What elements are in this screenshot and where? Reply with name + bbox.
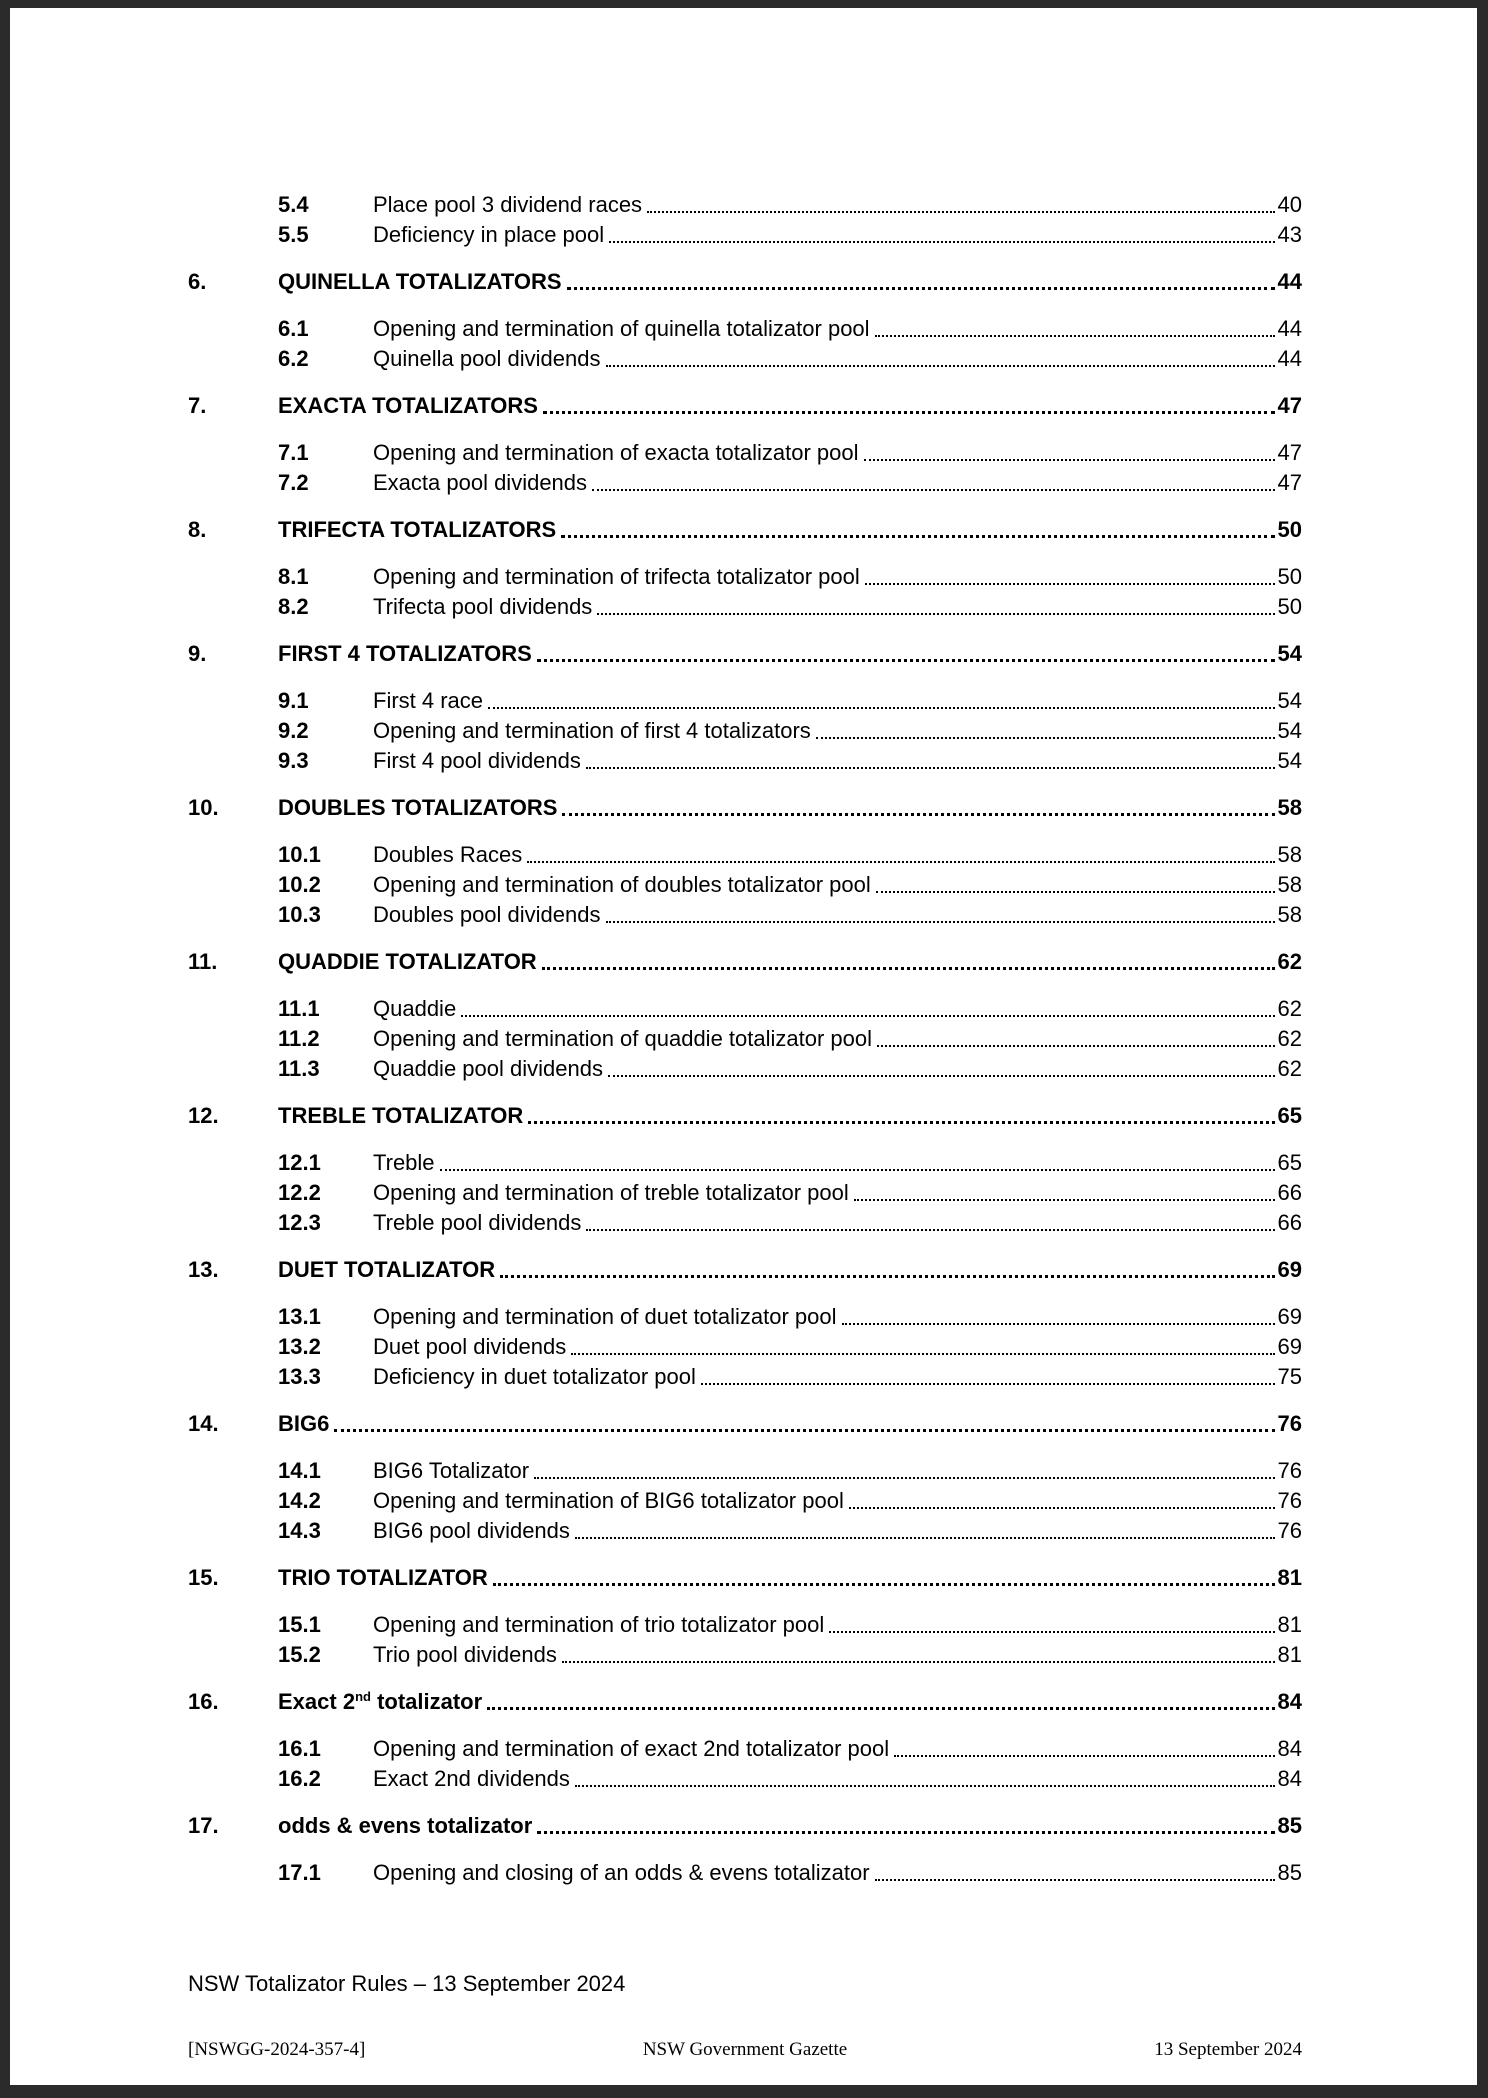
toc-leader-dots: [537, 639, 1275, 662]
toc-leader-dots: [528, 1101, 1274, 1124]
toc-section-entry: [188, 1255, 1302, 1285]
toc-sub-entry: [188, 438, 1302, 468]
toc-section-entry: [188, 391, 1302, 421]
toc-entry-label: Opening and termination of treble totalizator pool: [373, 1180, 849, 1205]
toc-entry-page: 81: [1277, 1612, 1302, 1637]
gazette-footer: [188, 2037, 1302, 2063]
toc-sub-entry: [188, 344, 1302, 374]
toc-entry-label-superscript: nd: [355, 1689, 371, 1704]
toc-entry-label: Opening and termination of first 4 totalizators: [373, 718, 811, 743]
toc-entry-number: 6.2: [278, 346, 309, 371]
toc-entry-label: First 4 race: [373, 688, 484, 713]
toc-sub-entry: [188, 468, 1302, 498]
toc-entry-page: 47: [1277, 393, 1302, 418]
toc-sub-entry: [188, 1486, 1302, 1516]
toc-entry-number: 9.2: [278, 718, 309, 743]
toc-leader-dots: [571, 1332, 1274, 1355]
toc-entry-number: 9.: [188, 641, 207, 666]
toc-entry-label: TRIFECTA TOTALIZATORS: [278, 517, 557, 542]
toc-sub-entry: [188, 562, 1302, 592]
toc-sub-entry: [188, 1858, 1302, 1888]
toc-entry-number: 10.1: [278, 842, 321, 867]
toc-entry-label: BIG6 Totalizator: [373, 1458, 530, 1483]
toc-entry-number: 5.4: [278, 192, 309, 217]
toc-sub-entry: [188, 1054, 1302, 1084]
toc-entry-number: 10.3: [278, 902, 321, 927]
toc-entry-label: Opening and termination of trifecta totalizator pool: [373, 564, 860, 589]
toc-entry-page: 85: [1277, 1813, 1302, 1838]
toc-leader-dots: [461, 994, 1274, 1017]
toc-leader-dots: [592, 468, 1274, 491]
toc-entry-number: 14.3: [278, 1518, 321, 1543]
toc-entry-label: BIG6: [278, 1411, 330, 1436]
toc-leader-dots: [647, 190, 1274, 213]
gazette-date: 13 September 2024: [1154, 2039, 1302, 2060]
toc-section-entry: [188, 793, 1302, 823]
toc-section-entry: [188, 947, 1302, 977]
toc-entry-label: Opening and termination of quaddie totalizator pool: [373, 1026, 873, 1051]
toc-entry-number: 12.: [188, 1103, 219, 1128]
toc-entry-number: 11.1: [278, 996, 320, 1021]
toc-leader-dots: [527, 840, 1274, 863]
toc-leader-dots: [575, 1764, 1275, 1787]
toc-entry-page: 58: [1277, 872, 1302, 897]
toc-leader-dots: [865, 562, 1275, 585]
toc-entry-page: 50: [1277, 564, 1302, 589]
toc-leader-dots: [440, 1148, 1275, 1171]
toc-entry-label: Deficiency in duet totalizator pool: [373, 1364, 696, 1389]
gazette-reference: [NSWGG-2024-357-4]: [188, 2039, 366, 2060]
toc-entry-number: 11.3: [278, 1056, 320, 1081]
toc-entry-page: 58: [1277, 902, 1302, 927]
toc-section-entry: [188, 1563, 1302, 1593]
toc-entry-label: [278, 1687, 482, 1717]
toc-entry-number: 12.2: [278, 1180, 321, 1205]
toc-leader-dots: [493, 1563, 1275, 1586]
toc-entry-label: Duet pool dividends: [373, 1334, 567, 1359]
toc-section-entry: [188, 267, 1302, 297]
toc-entry-label: Quinella pool dividends: [373, 346, 601, 371]
toc-entry-number: 15.2: [278, 1642, 321, 1667]
toc-entry-label: QUADDIE TOTALIZATOR: [278, 949, 537, 974]
toc-leader-dots: [701, 1362, 1275, 1385]
toc-sub-entry: [188, 1362, 1302, 1392]
toc-entry-number: 16.1: [278, 1736, 321, 1761]
toc-entry-number: 13.1: [278, 1304, 321, 1329]
toc-entry-page: 62: [1277, 949, 1302, 974]
toc-leader-dots: [562, 1640, 1275, 1663]
toc-entry-page: 76: [1277, 1488, 1302, 1513]
toc-entry-page: 76: [1277, 1518, 1302, 1543]
toc-sub-entry: [188, 1302, 1302, 1332]
toc-leader-dots: [606, 900, 1275, 923]
toc-entry-label: DOUBLES TOTALIZATORS: [278, 795, 558, 820]
toc-entry-page: 43: [1277, 222, 1302, 247]
toc-entry-number: 5.5: [278, 222, 309, 247]
toc-leader-dots: [877, 1024, 1275, 1047]
toc-leader-dots: [875, 314, 1275, 337]
toc-entry-number: 7.1: [278, 440, 309, 465]
toc-leader-dots: [829, 1610, 1274, 1633]
toc-entry-label: EXACTA TOTALIZATORS: [278, 393, 538, 418]
toc-sub-entry: [188, 686, 1302, 716]
toc-leader-dots: [562, 793, 1274, 816]
toc-entry-page: 76: [1277, 1458, 1302, 1483]
toc-leader-dots: [500, 1255, 1274, 1278]
toc-sub-entry: [188, 1178, 1302, 1208]
toc-entry-page: 84: [1277, 1736, 1302, 1761]
toc-sub-entry: [188, 994, 1302, 1024]
toc-sub-entry: [188, 1456, 1302, 1486]
toc-section-entry: [188, 639, 1302, 669]
toc-entry-number: 8.: [188, 517, 207, 542]
toc-leader-dots: [534, 1456, 1274, 1479]
toc-entry-label-main: Exact 2: [278, 1689, 356, 1714]
toc-entry-label: Opening and termination of duet totalizator pool: [373, 1304, 837, 1329]
toc-entry-label: Trio pool dividends: [373, 1642, 557, 1667]
toc-entry-page: 54: [1277, 718, 1302, 743]
toc-entry-page: 85: [1277, 1860, 1302, 1885]
toc-entry-page: 62: [1277, 1026, 1302, 1051]
toc-entry-number: 17.: [188, 1813, 219, 1838]
toc-leader-dots: [876, 870, 1275, 893]
toc-entry-page: 47: [1277, 440, 1302, 465]
toc-entry-page: 54: [1277, 688, 1302, 713]
toc-sub-entry: [188, 870, 1302, 900]
toc-entry-number: 14.1: [278, 1458, 321, 1483]
toc-entry-label: Opening and termination of BIG6 totalizator pool: [373, 1488, 844, 1513]
toc-leader-dots: [586, 746, 1275, 769]
toc-sub-entry: [188, 1208, 1302, 1238]
toc-entry-label-tail: totalizator: [370, 1689, 483, 1714]
toc-leader-dots: [875, 1858, 1275, 1881]
toc-entry-page: 65: [1277, 1103, 1302, 1128]
toc-entry-page: 62: [1277, 1056, 1302, 1081]
toc-entry-number: 9.1: [278, 688, 309, 713]
toc-leader-dots: [575, 1516, 1275, 1539]
toc-entry-number: 12.3: [278, 1210, 321, 1235]
toc-leader-dots: [816, 716, 1275, 739]
toc-entry-number: 13.: [188, 1257, 219, 1282]
toc-section-entry: [188, 515, 1302, 545]
toc-entry-number: 13.3: [278, 1364, 321, 1389]
toc-leader-dots: [894, 1734, 1274, 1757]
toc-section-entry: [188, 1101, 1302, 1131]
toc-sub-entry: [188, 1610, 1302, 1640]
toc-entry-page: 75: [1277, 1364, 1302, 1389]
toc-entry-page: 44: [1277, 269, 1302, 294]
toc-entry-number: 11.2: [278, 1026, 320, 1051]
toc-entry-page: 62: [1277, 996, 1302, 1021]
toc-sub-entry: [188, 1332, 1302, 1362]
toc-entry-label: Opening and termination of doubles totalizator pool: [373, 872, 871, 897]
toc-entry-page: 50: [1277, 594, 1302, 619]
toc-leader-dots: [864, 438, 1275, 461]
toc-entry-page: 66: [1277, 1180, 1302, 1205]
toc-entry-page: 76: [1277, 1411, 1302, 1436]
toc-entry-page: 54: [1277, 641, 1302, 666]
toc-sub-entry: [188, 190, 1302, 220]
toc-section-entry: [188, 1811, 1302, 1841]
toc-entry-label: Treble: [373, 1150, 435, 1175]
toc-entry-number: 14.: [188, 1411, 219, 1436]
toc-entry-label: FIRST 4 TOTALIZATORS: [278, 641, 532, 666]
toc-entry-label: Opening and termination of trio totalizator pool: [373, 1612, 825, 1637]
toc-entry-page: 69: [1277, 1334, 1302, 1359]
toc-sub-entry: [188, 1148, 1302, 1178]
toc-entry-page: 40: [1277, 192, 1302, 217]
document-page: [10, 8, 1477, 2085]
toc-entry-label: Quaddie: [373, 996, 457, 1021]
toc-leader-dots: [334, 1409, 1274, 1432]
toc-sub-entry: [188, 1516, 1302, 1546]
toc-entry-page: 84: [1277, 1766, 1302, 1791]
page-footer-title: NSW Totalizator Rules – 13 September 2024: [188, 1971, 626, 1996]
toc-entry-number: 14.2: [278, 1488, 321, 1513]
toc-entry-number: 12.1: [278, 1150, 321, 1175]
toc-entry-label: Place pool 3 dividend races: [373, 192, 643, 217]
toc-sub-entry: [188, 746, 1302, 776]
toc-entry-number: 7.2: [278, 470, 309, 495]
toc-entry-label: Doubles Races: [373, 842, 523, 867]
toc-sub-entry: [188, 1024, 1302, 1054]
toc-leader-dots: [567, 267, 1275, 290]
toc-entry-label: Treble pool dividends: [373, 1210, 582, 1235]
toc-entry-page: 81: [1277, 1642, 1302, 1667]
toc-entry-page: 44: [1277, 346, 1302, 371]
toc-leader-dots: [586, 1208, 1274, 1231]
toc-section-entry: [188, 1409, 1302, 1439]
toc-leader-dots: [854, 1178, 1275, 1201]
toc-entry-number: 16.: [188, 1689, 219, 1714]
toc-entry-label: Exact 2nd dividends: [373, 1766, 570, 1791]
toc-leader-dots: [561, 515, 1274, 538]
toc-entry-number: 6.1: [278, 316, 309, 341]
toc-entry-label: Opening and termination of exact 2nd totalizator pool: [373, 1736, 890, 1761]
toc-entry-page: 69: [1277, 1257, 1302, 1282]
toc-leader-dots: [487, 1687, 1274, 1710]
toc-entry-page: 69: [1277, 1304, 1302, 1329]
toc-sub-entry: [188, 592, 1302, 622]
toc-entry-page: 58: [1277, 842, 1302, 867]
toc-leader-dots: [543, 391, 1275, 414]
toc-entry-page: 47: [1277, 470, 1302, 495]
toc-sub-entry: [188, 314, 1302, 344]
toc-sub-entry: [188, 840, 1302, 870]
toc-leader-dots: [488, 686, 1274, 709]
toc-entry-page: 54: [1277, 748, 1302, 773]
toc-entry-label: Doubles pool dividends: [373, 902, 601, 927]
toc-leader-dots: [542, 947, 1275, 970]
toc-entry-label: Opening and closing of an odds & evens totalizator: [373, 1860, 870, 1885]
toc-entry-number: 7.: [188, 393, 207, 418]
toc-sub-entry: [188, 1734, 1302, 1764]
toc-entry-number: 13.2: [278, 1334, 321, 1359]
toc-entry-label: Quaddie pool dividends: [373, 1056, 603, 1081]
toc-entry-page: 81: [1277, 1565, 1302, 1590]
toc-section-entry: [188, 1687, 1302, 1717]
toc-entry-page: 58: [1277, 795, 1302, 820]
toc-entry-number: 9.3: [278, 748, 309, 773]
toc-sub-entry: [188, 220, 1302, 250]
toc-sub-entry: [188, 716, 1302, 746]
toc-entry-page: 66: [1277, 1210, 1302, 1235]
toc-entry-number: 8.1: [278, 564, 309, 589]
toc-entry-page: 84: [1277, 1689, 1302, 1714]
toc-entry-label: Exacta pool dividends: [373, 470, 588, 495]
toc-entry-number: 15.: [188, 1565, 219, 1590]
toc-entry-label: TREBLE TOTALIZATOR: [278, 1103, 524, 1128]
toc-sub-entry: [188, 900, 1302, 930]
toc-entry-number: 10.2: [278, 872, 321, 897]
toc-leader-dots: [849, 1486, 1275, 1509]
toc-sub-entry: [188, 1764, 1302, 1794]
toc-entry-number: 16.2: [278, 1766, 321, 1791]
table-of-contents: [188, 190, 1302, 1888]
toc-entry-label: First 4 pool dividends: [373, 748, 581, 773]
toc-entry-label: TRIO TOTALIZATOR: [278, 1565, 488, 1590]
toc-entry-label: QUINELLA TOTALIZATORS: [278, 269, 562, 294]
toc-leader-dots: [597, 592, 1274, 615]
toc-entry-page: 44: [1277, 316, 1302, 341]
toc-leader-dots: [537, 1811, 1274, 1834]
toc-entry-number: 17.1: [278, 1860, 321, 1885]
toc-leader-dots: [608, 1054, 1275, 1077]
toc-entry-label: DUET TOTALIZATOR: [278, 1257, 496, 1282]
toc-entry-label: Trifecta pool dividends: [373, 594, 593, 619]
gazette-title: NSW Government Gazette: [642, 2039, 848, 2060]
toc-sub-entry: [188, 1640, 1302, 1670]
toc-leader-dots: [842, 1302, 1275, 1325]
toc-entry-number: 6.: [188, 269, 207, 294]
toc-entry-number: 11.: [188, 949, 218, 974]
toc-entry-number: 15.1: [278, 1612, 321, 1637]
toc-entry-label: Deficiency in place pool: [373, 222, 605, 247]
toc-entry-label: Opening and termination of quinella totalizator pool: [373, 316, 870, 341]
toc-entry-page: 50: [1277, 517, 1302, 542]
toc-entry-number: 10.: [188, 795, 219, 820]
toc-entry-page: 65: [1277, 1150, 1302, 1175]
toc-entry-label: odds & evens totalizator: [278, 1813, 533, 1838]
toc-leader-dots: [606, 344, 1275, 367]
toc-leader-dots: [609, 220, 1274, 243]
toc-entry-number: 8.2: [278, 594, 309, 619]
toc-entry-label: BIG6 pool dividends: [373, 1518, 570, 1543]
toc-entry-label: Opening and termination of exacta totalizator pool: [373, 440, 859, 465]
